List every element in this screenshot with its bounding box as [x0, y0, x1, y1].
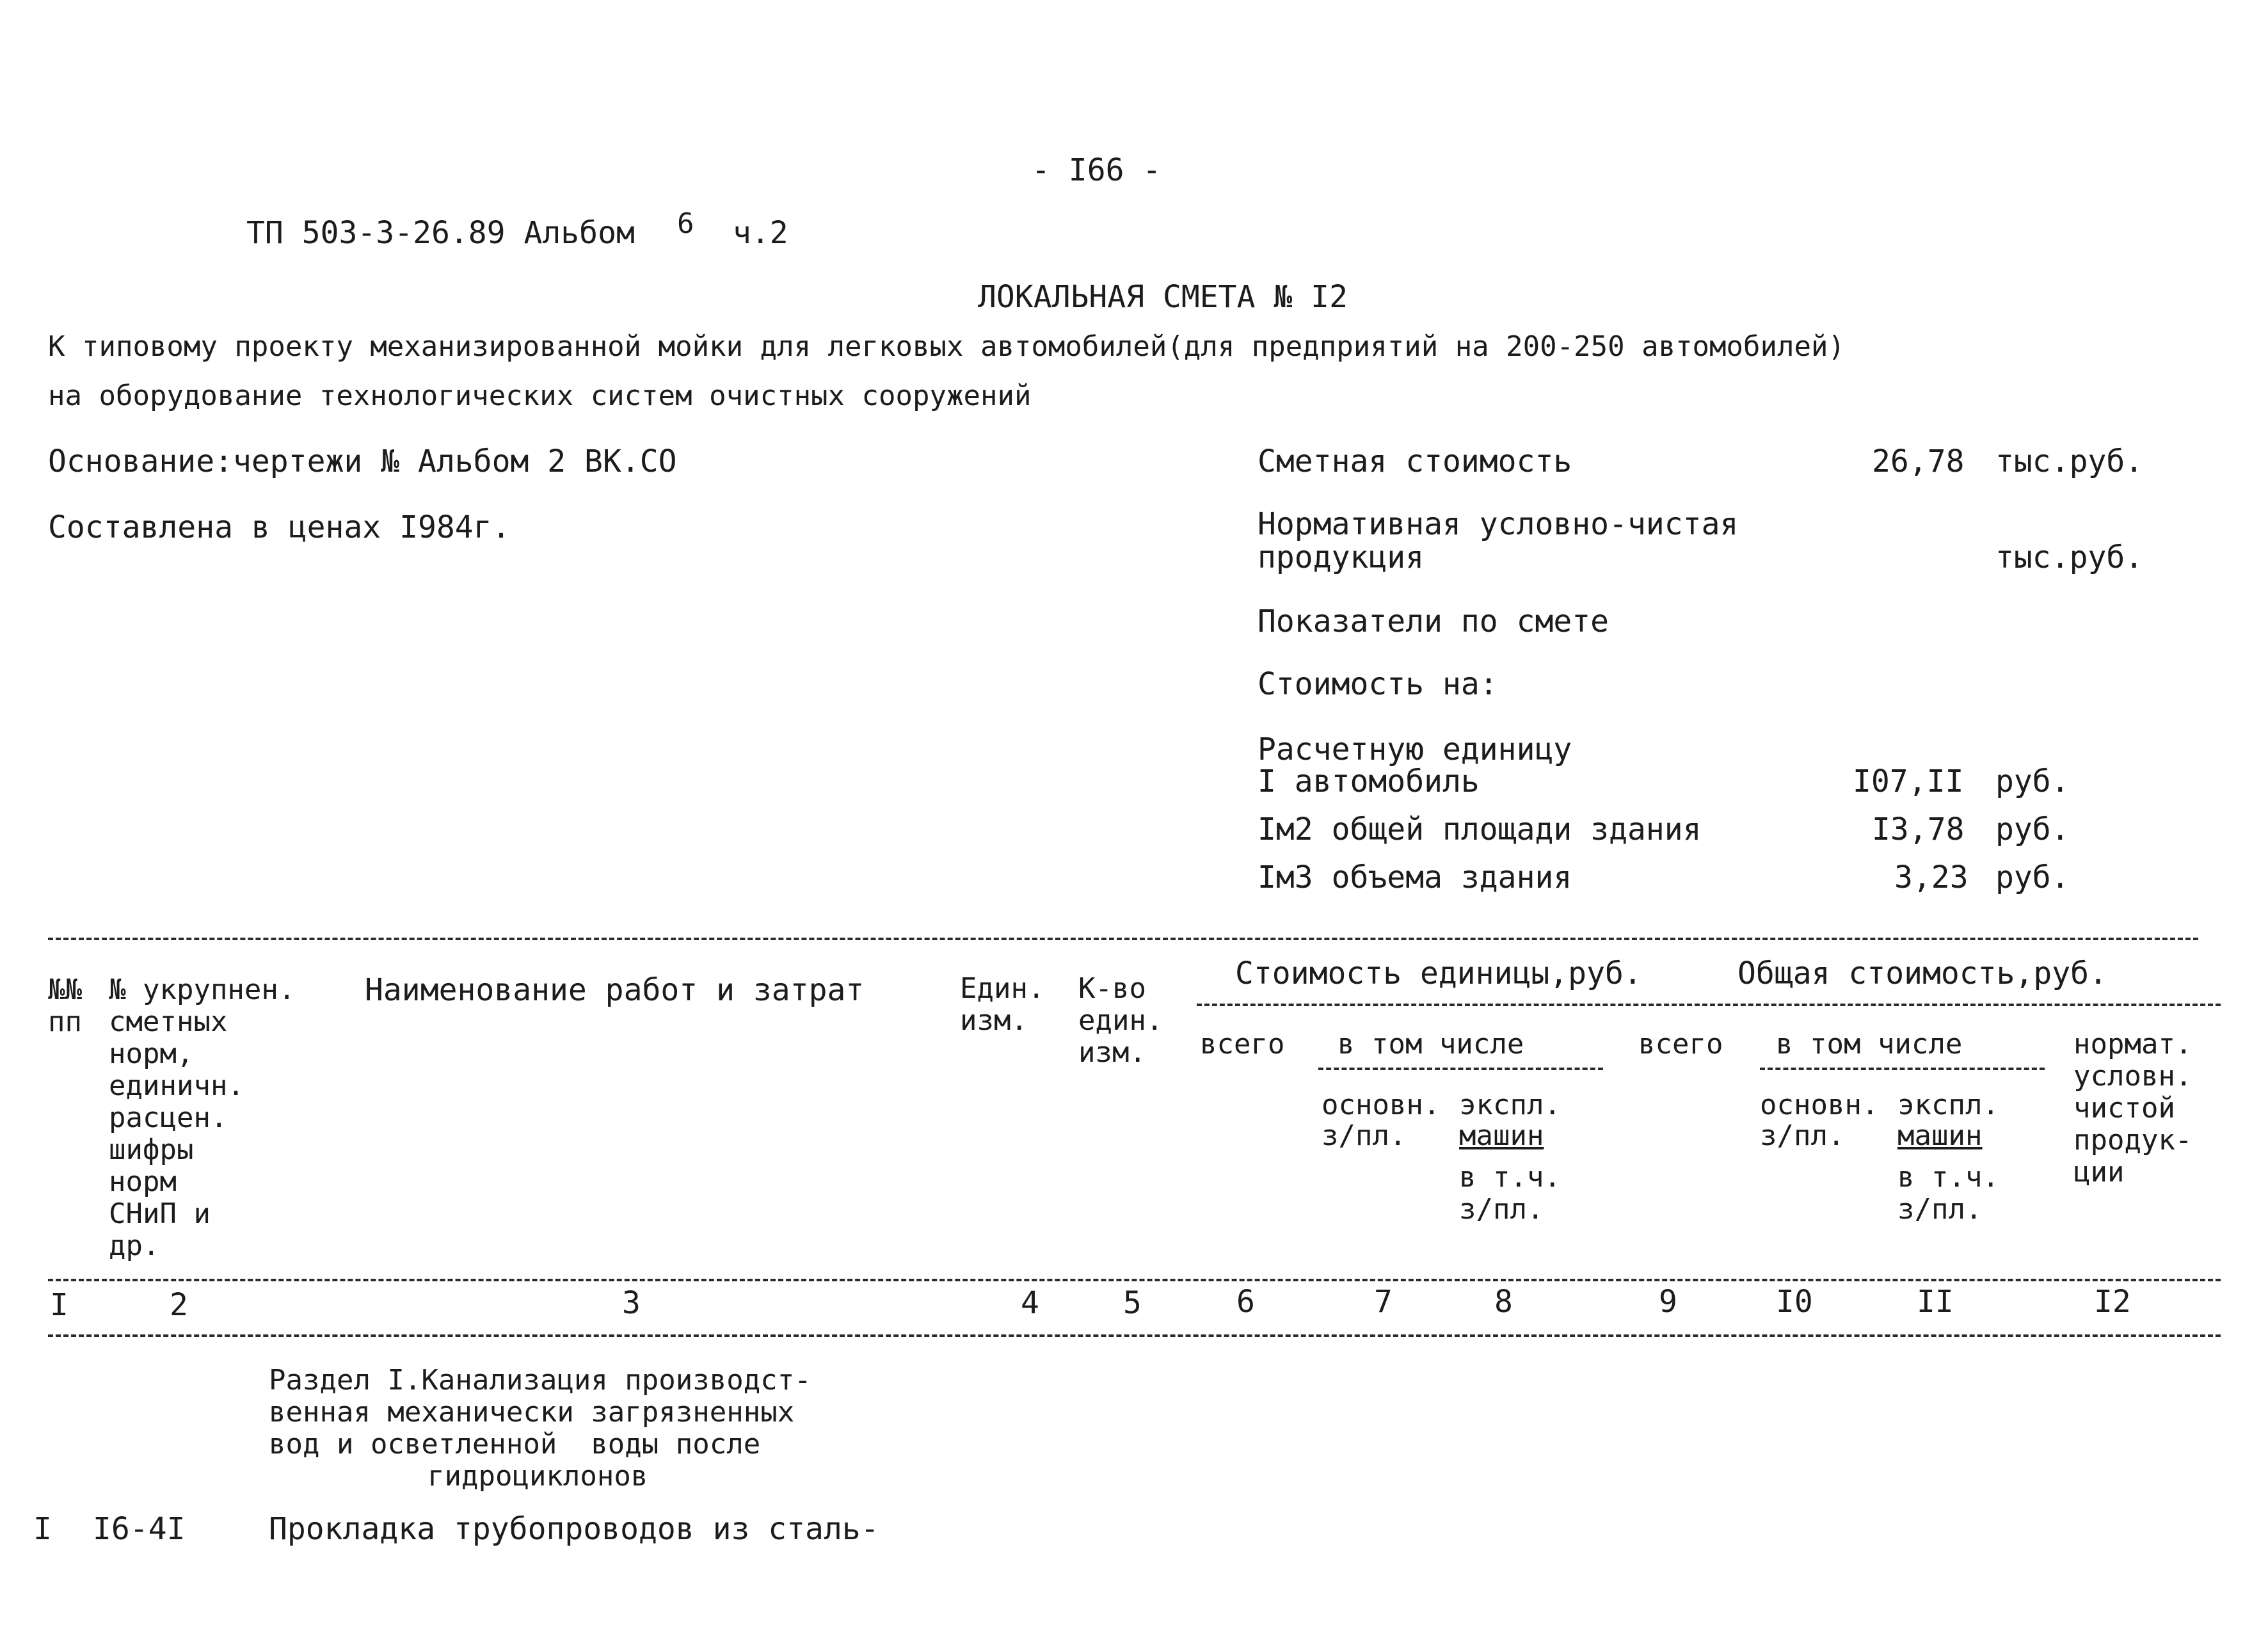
section-title-line: гидроциклонов [427, 1460, 648, 1493]
table-top-rule [48, 938, 2198, 940]
work-name-header: Наименование работ и затрат [365, 972, 865, 1008]
total-cost-group-header: Общая стоимость,руб. [1737, 956, 2107, 991]
calc-unit-unit: руб. [1995, 764, 2070, 799]
unit-header-2: изм. [960, 1004, 1028, 1037]
column-number: 4 [1021, 1285, 1039, 1321]
column-number: I0 [1776, 1284, 1813, 1320]
unit-machine-header-2: машин [1459, 1119, 1544, 1152]
document-part: ч.2 [733, 215, 788, 251]
quantity-header-1: К-во [1078, 972, 1146, 1005]
unit-header-1: Един. [960, 972, 1045, 1005]
section-title-line: венная механически загрязненных [269, 1396, 795, 1429]
indicators-label: Показатели по смете [1258, 604, 1609, 639]
column-number: 6 [1236, 1284, 1255, 1320]
album-number: 6 [677, 207, 694, 240]
column-number: 7 [1374, 1284, 1393, 1320]
code-header-9: др. [109, 1229, 160, 1262]
unit-incl-wage-header-1: в т.ч. [1459, 1161, 1561, 1194]
total-machine-header-2: машин [1897, 1119, 1983, 1152]
column-number: I [50, 1287, 68, 1323]
normative-header-2: условн. [2073, 1060, 2192, 1093]
code-header-7: норм [109, 1165, 177, 1198]
column-number: II [1917, 1284, 1954, 1320]
cost-label: Сметная стоимость [1258, 444, 1572, 479]
basis-text: Основание:чертежи № Альбом 2 ВК.СО [48, 444, 677, 479]
section-title-line: вод и осветленной воды после [269, 1428, 761, 1461]
volume-value: 3,23 [1894, 860, 1969, 895]
prices-text: Составлена в ценах I984г. [48, 509, 511, 545]
total-machine-header-1: экспл. [1897, 1089, 1999, 1121]
column-number: 5 [1123, 1285, 1142, 1321]
column-number: 2 [170, 1287, 188, 1323]
column-number: 3 [622, 1285, 641, 1321]
estimate-subtitle-line2: на оборудование технологических систем очистных сооружений [48, 380, 1032, 412]
cost-on-label: Стоимость на: [1258, 666, 1498, 702]
incl-rule-unit [1318, 1068, 1603, 1070]
total-total-header: всего [1638, 1028, 1723, 1061]
code-header-8: СНиП и [109, 1197, 211, 1230]
col-number-header-1: №№ [48, 973, 82, 1006]
col-number-header-2: пп [48, 1005, 82, 1038]
column-number: 8 [1494, 1284, 1513, 1320]
normative-unit: тыс.руб. [1995, 540, 2144, 575]
row-number: I [33, 1511, 52, 1547]
code-header-4: единичн. [109, 1069, 244, 1102]
cost-unit: тыс.руб. [1995, 444, 2144, 479]
header-bottom-rule [48, 1279, 2221, 1281]
group-header-rule [1197, 1004, 2221, 1006]
column-number: 9 [1659, 1284, 1677, 1320]
unit-machine-header-1: экспл. [1459, 1089, 1561, 1121]
normative-header-1: нормат. [2073, 1028, 2192, 1061]
incl-rule-total [1760, 1068, 2045, 1070]
calc-unit-label-1: Расчетную единицу [1258, 732, 1572, 767]
quantity-header-3: изм. [1078, 1036, 1146, 1069]
normative-header-4: продук- [2073, 1124, 2192, 1157]
unit-basic-wage-header-1: основн. [1322, 1089, 1441, 1121]
code-header-1: № укрупнен. [109, 973, 296, 1006]
unit-total-header: всего [1200, 1028, 1285, 1061]
unit-cost-group-header: Стоимость единицы,руб. [1235, 956, 1642, 991]
cost-value: 26,78 [1872, 444, 1965, 479]
code-header-6: шифры [109, 1133, 194, 1166]
normative-header-5: ции [2073, 1156, 2125, 1189]
normative-label-2: продукция [1258, 540, 1425, 575]
area-value: I3,78 [1872, 812, 1965, 847]
area-label: Iм2 общей площади здания [1258, 812, 1702, 847]
column-numbers-rule [48, 1334, 2221, 1337]
total-incl-wage-header-2: з/пл. [1897, 1193, 1983, 1226]
code-header-3: норм, [109, 1037, 194, 1070]
calc-unit-value: I07,II [1853, 764, 1964, 799]
unit-incl-wage-header-2: з/пл. [1459, 1193, 1544, 1226]
column-number: I2 [2094, 1284, 2131, 1320]
total-basic-wage-header-1: основн. [1760, 1089, 1879, 1121]
total-incl-header: в том числе [1776, 1028, 1963, 1061]
area-unit: руб. [1995, 812, 2070, 847]
volume-label: Iм3 объема здания [1258, 860, 1572, 895]
total-incl-wage-header-1: в т.ч. [1897, 1161, 1999, 1194]
normative-header-3: чистой [2073, 1092, 2175, 1125]
calc-unit-label-2: I автомобиль [1258, 764, 1480, 799]
unit-basic-wage-header-2: з/пл. [1322, 1119, 1407, 1152]
volume-unit: руб. [1995, 860, 2070, 895]
row-name: Прокладка трубопроводов из сталь- [269, 1511, 879, 1547]
total-basic-wage-header-2: з/пл. [1760, 1119, 1845, 1152]
estimate-title: ЛОКАЛЬНАЯ СМЕТА № I2 [978, 279, 1348, 315]
page-number: - I66 - [1032, 152, 1162, 188]
unit-incl-header: в том числе [1338, 1028, 1524, 1061]
code-header-2: сметных [109, 1005, 228, 1038]
section-title-line: Раздел I.Канализация производст- [269, 1364, 811, 1397]
document-reference: ТП 503-3-26.89 Альбом [246, 215, 635, 251]
code-header-5: расцен. [109, 1101, 228, 1134]
normative-label-1: Нормативная условно-чистая [1258, 506, 1739, 542]
row-code: I6-4I [93, 1511, 186, 1547]
estimate-subtitle-line1: К типовому проекту механизированной мойки для легковых автомобилей(для предприятий на 200-250 автомобилей) [48, 330, 1845, 363]
quantity-header-2: един. [1078, 1004, 1163, 1037]
